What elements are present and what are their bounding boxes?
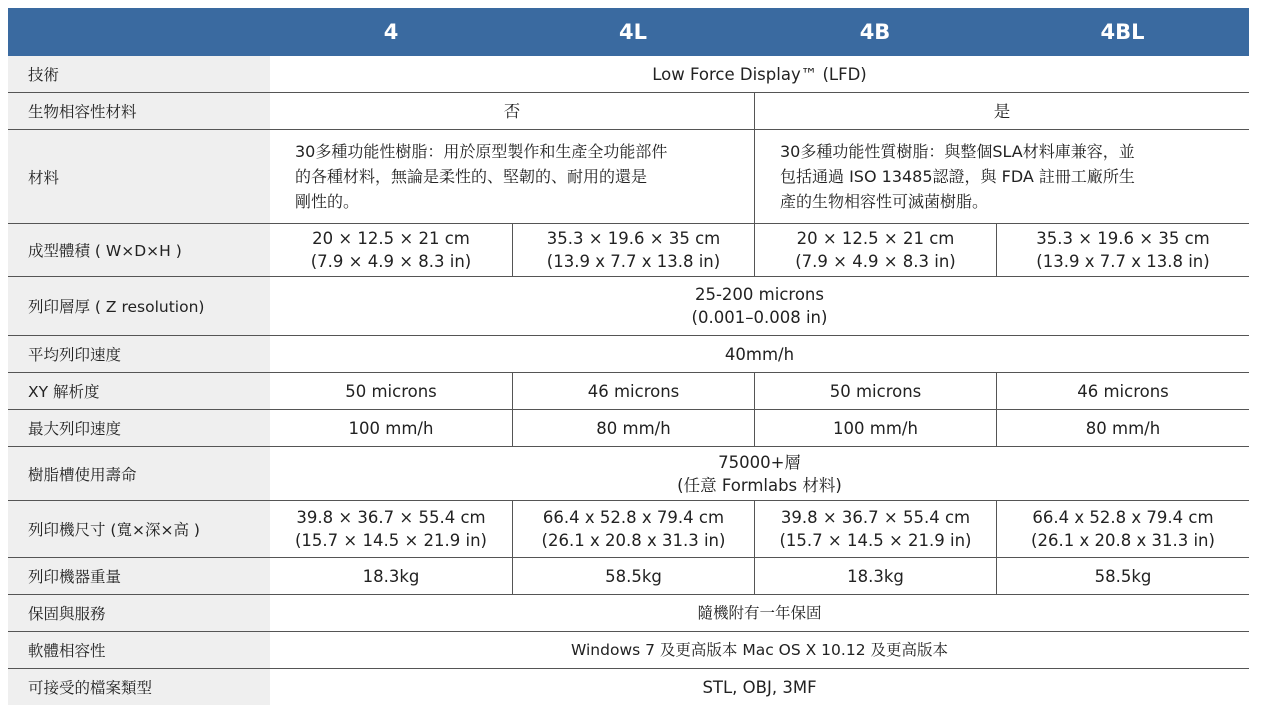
cell-line: (7.9 × 4.9 × 8.3 in) bbox=[795, 252, 956, 271]
cell-line: (0.001–0.008 in) bbox=[691, 308, 828, 327]
file-types-value: STL, OBJ, 3MF bbox=[702, 677, 817, 697]
cell-line: (26.1 x 20.8 x 31.3 in) bbox=[541, 531, 726, 550]
table-row bbox=[8, 277, 1249, 336]
cell-line: (15.7 × 14.5 × 21.9 in) bbox=[779, 531, 972, 550]
biocompat-no: 否 bbox=[503, 101, 521, 121]
row-label: 列印機尺寸 (寬×深×高 ) bbox=[8, 501, 270, 557]
table-row bbox=[8, 56, 1249, 93]
printer-size-4l bbox=[512, 501, 754, 557]
table-row bbox=[8, 410, 1249, 447]
materials-line: 30多種功能性質樹脂：與整個SLA材料庫兼容，並 bbox=[780, 142, 1135, 161]
table-row bbox=[8, 373, 1249, 410]
table-row bbox=[8, 595, 1249, 632]
row-label: 最大列印速度 bbox=[8, 410, 270, 446]
cell-line: 39.8 × 36.7 × 55.4 cm bbox=[296, 508, 486, 527]
cell-line: 39.8 × 36.7 × 55.4 cm bbox=[780, 508, 971, 527]
cell-line: 35.3 × 19.6 × 35 cm bbox=[1036, 229, 1210, 248]
cell-line: 20 × 12.5 × 21 cm bbox=[796, 229, 955, 248]
column-header-4bl: 4BL bbox=[1100, 20, 1145, 44]
row-label: 成型體積 ( W×D×H ) bbox=[8, 224, 270, 276]
cell-line: 66.4 x 52.8 x 79.4 cm bbox=[1032, 508, 1214, 527]
table-row bbox=[8, 669, 1249, 705]
tank-life-value bbox=[270, 447, 1249, 500]
max-speed-4bl: 80 mm/h bbox=[996, 410, 1249, 446]
row-label: 技術 bbox=[8, 56, 270, 92]
row-label: 材料 bbox=[8, 130, 270, 223]
materials-standard bbox=[270, 130, 754, 223]
weight-4: 18.3kg bbox=[362, 566, 420, 586]
software-value: Windows 7 及更高版本 Mac OS X 10.12 及更高版本 bbox=[571, 640, 948, 659]
layer-thickness-value bbox=[270, 277, 1249, 335]
average-speed-value: 40mm/h bbox=[724, 344, 795, 364]
cell-line: (26.1 x 20.8 x 31.3 in) bbox=[1031, 531, 1215, 550]
cell-line: 66.4 x 52.8 x 79.4 cm bbox=[542, 508, 725, 527]
column-header-4l: 4L bbox=[619, 20, 647, 44]
cell-line: 20 × 12.5 × 21 cm bbox=[312, 229, 470, 248]
table-row bbox=[8, 130, 1249, 224]
build-volume-4 bbox=[270, 224, 512, 276]
xy-resolution-4: 50 microns bbox=[345, 381, 437, 401]
row-label: 軟體相容性 bbox=[8, 632, 270, 668]
materials-line: 的各種材料，無論是柔性的、堅韌的、耐用的還是 bbox=[295, 167, 648, 186]
xy-resolution-4b: 50 microns bbox=[754, 373, 996, 409]
cell-line: (13.9 x 7.7 x 13.8 in) bbox=[1036, 252, 1210, 271]
row-label: 保固與服務 bbox=[8, 595, 270, 631]
build-volume-4bl bbox=[996, 224, 1249, 276]
max-speed-4: 100 mm/h bbox=[348, 418, 434, 438]
row-label: 列印機器重量 bbox=[8, 558, 270, 594]
cell-line: (7.9 × 4.9 × 8.3 in) bbox=[310, 252, 472, 271]
table-row bbox=[8, 93, 1249, 130]
max-speed-4b: 100 mm/h bbox=[754, 410, 996, 446]
cell-line: (13.9 x 7.7 x 13.8 in) bbox=[546, 252, 721, 271]
weight-4b: 18.3kg bbox=[754, 558, 996, 594]
cell-line: (任意 Formlabs 材料) bbox=[677, 475, 842, 495]
materials-line: 30多種功能性樹脂：用於原型製作和生產全功能部件 bbox=[295, 142, 668, 161]
table-row bbox=[8, 336, 1249, 373]
row-label: 列印層厚 ( Z resolution) bbox=[8, 277, 270, 335]
materials-biocompatible bbox=[754, 130, 1249, 223]
table-row bbox=[8, 632, 1249, 669]
table-row bbox=[8, 224, 1249, 277]
weight-4bl: 58.5kg bbox=[996, 558, 1249, 594]
table-header bbox=[8, 8, 1249, 56]
build-volume-4b bbox=[754, 224, 996, 276]
row-label: XY 解析度 bbox=[8, 373, 270, 409]
cell-line: 35.3 × 19.6 × 35 cm bbox=[546, 229, 721, 248]
xy-resolution-4l: 46 microns bbox=[512, 373, 754, 409]
materials-line: 包括通過 ISO 13485認證，與 FDA 註冊工廠所生 bbox=[780, 167, 1135, 186]
table-row bbox=[8, 501, 1249, 558]
warranty-value: 隨機附有一年保固 bbox=[697, 603, 822, 622]
column-header-4b: 4B bbox=[859, 20, 891, 44]
row-label: 生物相容性材料 bbox=[8, 93, 270, 129]
cell-line: (15.7 × 14.5 × 21.9 in) bbox=[294, 531, 487, 550]
weight-4l: 58.5kg bbox=[512, 558, 754, 594]
printer-size-4bl bbox=[996, 501, 1249, 557]
row-label: 可接受的檔案類型 bbox=[8, 669, 270, 705]
build-volume-4l bbox=[512, 224, 754, 276]
materials-line: 產的生物相容性可滅菌樹脂。 bbox=[780, 192, 989, 211]
technology-value: Low Force Display™ (LFD) bbox=[652, 64, 867, 84]
biocompat-yes: 是 bbox=[754, 93, 1249, 129]
printer-size-4 bbox=[270, 501, 512, 557]
spec-table bbox=[8, 8, 1249, 705]
column-header-4: 4 bbox=[383, 20, 399, 44]
table-row bbox=[8, 558, 1249, 595]
table-row bbox=[8, 447, 1249, 501]
row-label: 平均列印速度 bbox=[8, 336, 270, 372]
max-speed-4l: 80 mm/h bbox=[512, 410, 754, 446]
cell-line: 25-200 microns bbox=[694, 285, 824, 304]
row-label: 樹脂槽使用壽命 bbox=[8, 447, 270, 500]
xy-resolution-4bl: 46 microns bbox=[996, 373, 1249, 409]
cell-line: 75000+層 bbox=[718, 452, 801, 472]
materials-line: 剛性的。 bbox=[295, 192, 360, 211]
printer-size-4b bbox=[754, 501, 996, 557]
